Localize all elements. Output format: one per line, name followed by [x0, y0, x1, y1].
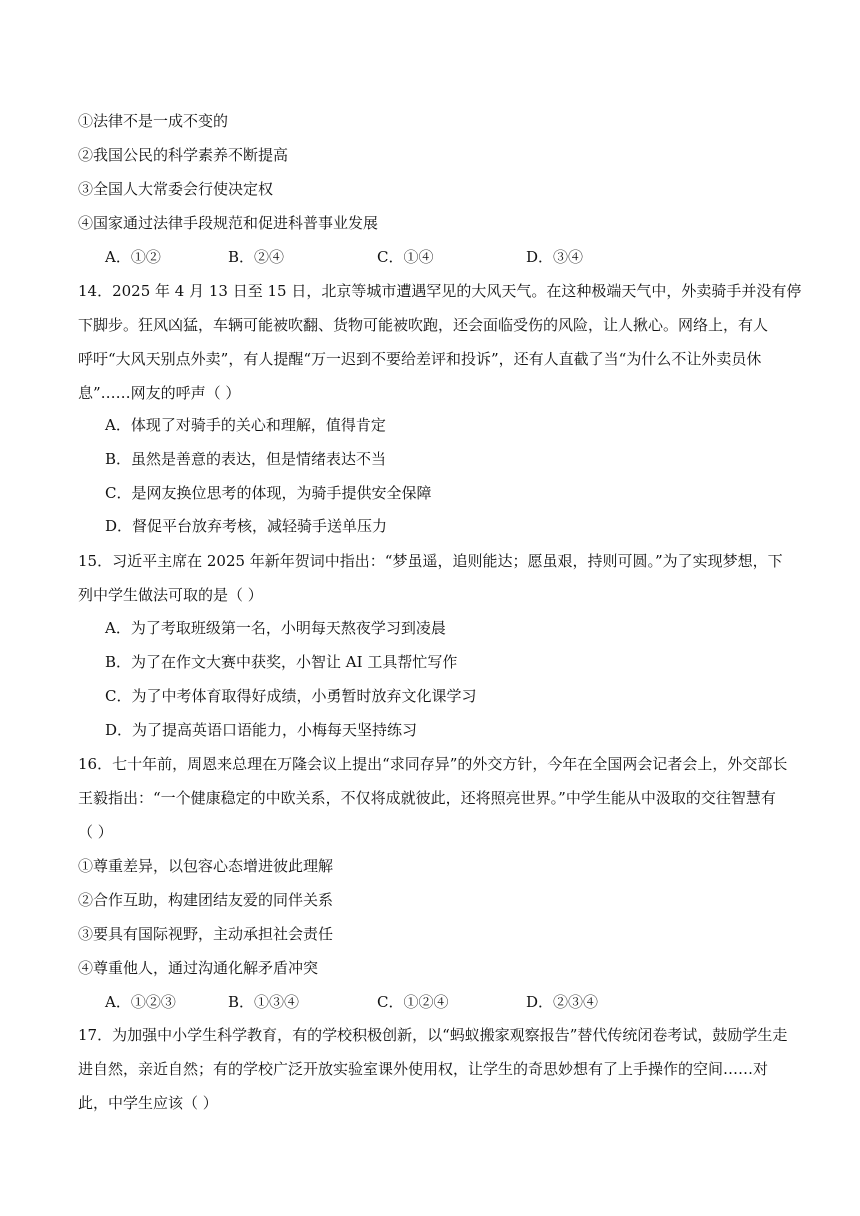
q14-option-b: B．虽然是善意的表达，但是情绪表达不当 — [105, 450, 387, 468]
q16-line-2: 王毅指出：“一个健康稳定的中欧关系，不仅将成就彼此，还将照亮世界。”中学生能从中汲取的交往智慧有 — [78, 789, 776, 807]
q14-line-2: 下脚步。狂风凶猛，车辆可能被吹翻、货物可能被吹跑，还会面临受伤的风险，让人揪心。网络上，有人 — [78, 316, 769, 334]
q17-line-2: 进自然，亲近自然；有的学校广泛开放实验室课外使用权，让学生的奇思妙想有了上手操作的空间……对 — [78, 1060, 769, 1078]
q13-option-b: B．②④ — [228, 248, 285, 266]
q16-statement-4: ④尊重他人，通过沟通化解矛盾冲突 — [78, 959, 319, 977]
q15-line-1: 15．习近平主席在 2025 年新年贺词中指出：“梦虽遥，追则能达；愿虽艰，持则可圆。”为了实现梦想，下 — [78, 552, 783, 570]
q13-option-d: D．③④ — [526, 248, 584, 266]
q16-option-d: D．②③④ — [526, 993, 599, 1011]
q15-option-c: C．为了中考体育取得好成绩，小勇暂时放弃文化课学习 — [105, 687, 477, 705]
q17-line-3: 此，中学生应该（ ） — [78, 1094, 218, 1112]
q16-statement-2: ②合作互助，构建团结友爱的同伴关系 — [78, 891, 334, 909]
q16-line-3: （ ） — [78, 823, 113, 841]
q13-option-c: C．①④ — [377, 248, 434, 266]
q16-option-b: B．①③④ — [228, 993, 300, 1011]
q14-option-a: A．体现了对骑手的关心和理解，值得肯定 — [105, 416, 386, 434]
q14-line-1: 14．2025 年 4 月 13 日至 15 日，北京等城市遭遇罕见的大风天气。在这种极端天气中，外卖骑手并没有停 — [78, 282, 802, 300]
q15-line-2: 列中学生做法可取的是（ ） — [78, 586, 263, 604]
q16-option-c: C．①②④ — [377, 993, 449, 1011]
q14-line-3: 呼吁“大风天别点外卖”，有人提醒“万一迟到不要给差评和投诉”，还有人直截了当“为什么不让外卖员休 — [78, 350, 762, 368]
q13-statement-3: ③全国人大常委会行使决定权 — [78, 180, 274, 198]
q14-line-4: 息”……网友的呼声（ ） — [78, 384, 241, 402]
q16-statement-1: ①尊重差异，以包容心态增进彼此理解 — [78, 857, 334, 875]
q13-statement-1: ①法律不是一成不变的 — [78, 112, 229, 130]
q15-option-b: B．为了在作文大赛中获奖，小智让 AI 工具帮忙写作 — [105, 653, 458, 671]
q16-statement-3: ③要具有国际视野，主动承担社会责任 — [78, 925, 334, 943]
q16-line-1: 16．七十年前，周恩来总理在万隆会议上提出“求同存异”的外交方针，今年在全国两会记者会上，外交部长 — [78, 755, 788, 773]
q13-statement-4: ④国家通过法律手段规范和促进科普事业发展 — [78, 214, 379, 232]
q13-option-a: A．①② — [105, 248, 161, 266]
q15-option-d: D．为了提高英语口语能力，小梅每天坚持练习 — [105, 721, 418, 739]
q13-statement-2: ②我国公民的科学素养不断提高 — [78, 146, 289, 164]
q15-option-a: A．为了考取班级第一名，小明每天熬夜学习到凌晨 — [105, 619, 446, 637]
q14-option-c: C．是网友换位思考的体现，为骑手提供安全保障 — [105, 484, 432, 502]
q14-option-d: D．督促平台放弃考核，减轻骑手送单压力 — [105, 517, 388, 535]
q16-option-a: A．①②③ — [105, 993, 176, 1011]
q17-line-1: 17．为加强中小学生科学教育，有的学校积极创新，以“蚂蚁搬家观察报告”替代传统闭卷考试，鼓励学生走 — [78, 1026, 788, 1044]
